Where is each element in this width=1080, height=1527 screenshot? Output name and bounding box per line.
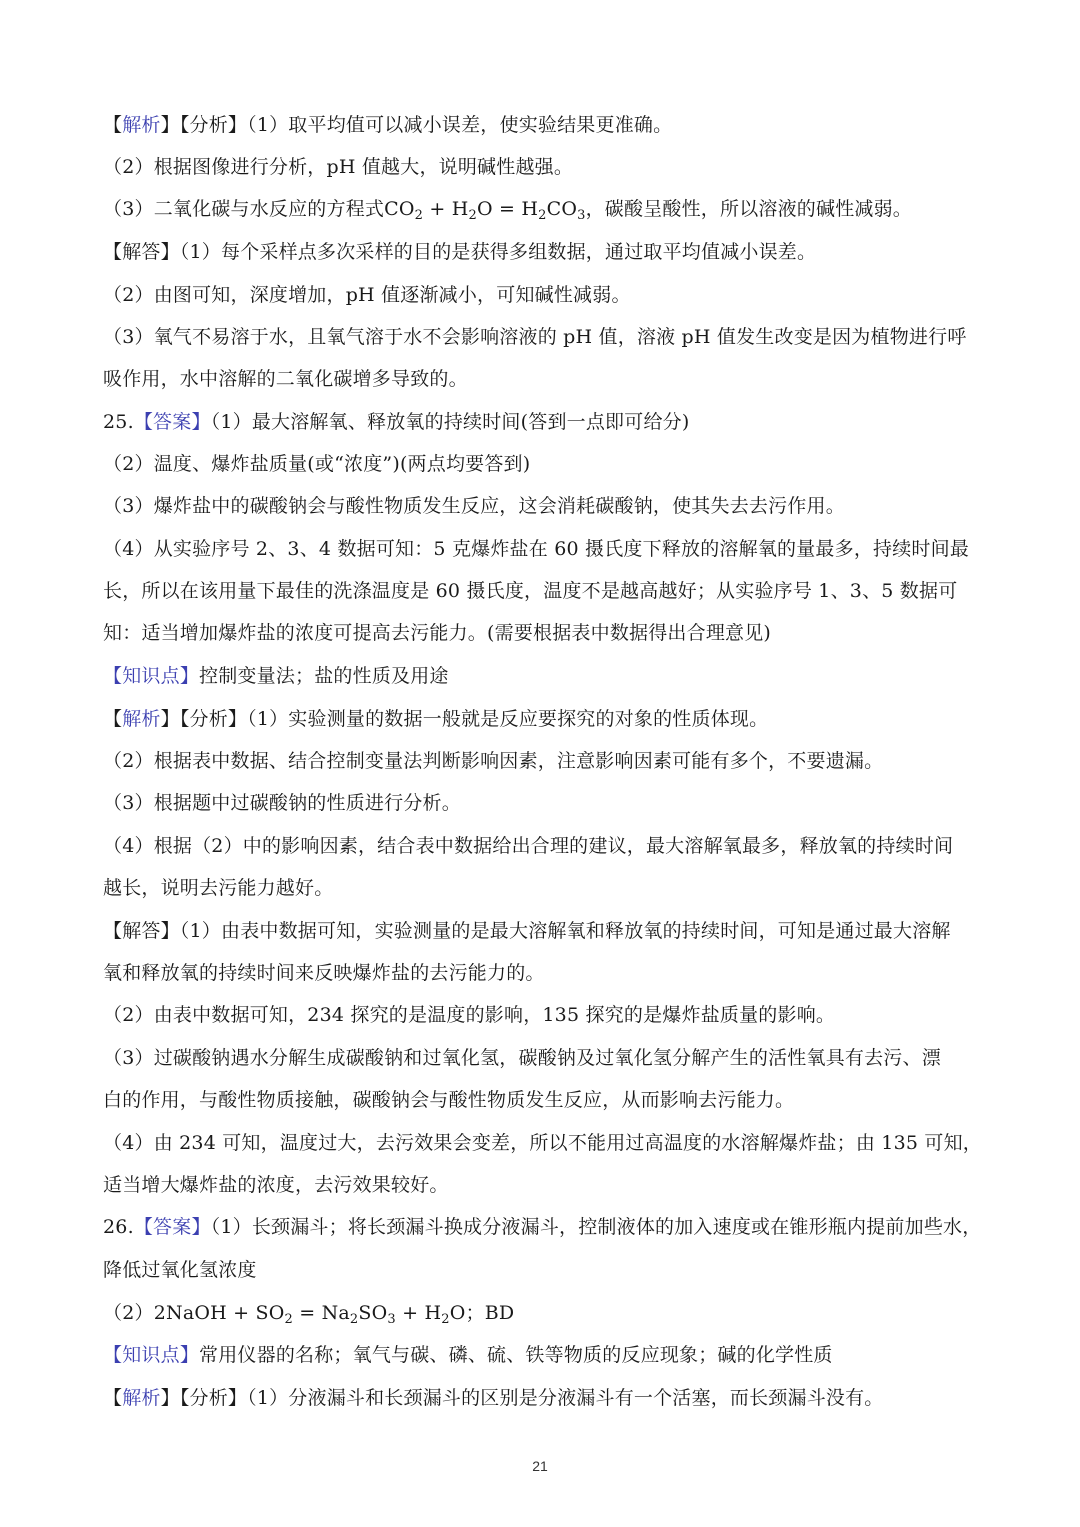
tag-label: 答案	[153, 1216, 192, 1238]
text-line: 知：适当增加爆炸盐的浓度可提高去污能力。(需要根据表中数据得出合理意见)	[103, 622, 772, 644]
text-line: （3）根据题中过碳酸钠的性质进行分析。	[103, 792, 461, 814]
tag-label: 解析	[122, 114, 161, 136]
analysis-line: 【解析】【分析】（1）取平均值可以减小误差，使实验结果更准确。	[103, 114, 673, 136]
text-line: （4）由 234 可知，温度过大，去污效果会变差，所以不能用过高温度的水溶解爆炸盐；由 135 可知，	[103, 1132, 982, 1154]
text-line: （3）氧气不易溶于水，且氧气溶于水不会影响溶液的 pH 值，溶液 pH 值发生改变是因为植物进行呼	[103, 326, 967, 348]
text-line: （2）由表中数据可知，234 探究的是温度的影响，135 探究的是爆炸盐质量的影响。	[103, 1004, 836, 1026]
text-line: （4）根据（2）中的影响因素，结合表中数据给出合理的建议，最大溶解氧最多，释放氧的持续时间	[103, 835, 954, 857]
tag-label: 解析	[122, 1387, 161, 1409]
text-line: 氧和释放氧的持续时间来反映爆炸盐的去污能力的。	[103, 962, 545, 984]
text-line: （3）爆炸盐中的碳酸钠会与酸性物质发生反应，这会消耗碳酸钠，使其失去去污作用。	[103, 495, 845, 517]
tag-label: 知识点	[122, 665, 180, 687]
analysis-line: 【解析】【分析】（1）实验测量的数据一般就是反应要探究的对象的性质体现。	[103, 708, 769, 730]
text-line: 降低过氧化氢浓度	[103, 1259, 257, 1281]
text-line: （2）由图可知，深度增加，pH 值逐渐减小，可知碱性减弱。	[103, 284, 631, 306]
equation-line: （2）2NaOH + $SO_2 = Na_2SO_3 + H_2O$；BD	[103, 1302, 515, 1327]
text-line: （2）温度、爆炸盐质量(或“浓度”)(两点均要答到)	[103, 453, 531, 475]
question-25-answer: 25.【答案】（1）最大溶解氧、释放氧的持续时间(答到一点即可给分)	[103, 411, 690, 433]
chemical-equation: 2NaOH + $SO_2 = Na_2SO_3 + H_2O$	[153, 1302, 466, 1327]
text-line: 越长，说明去污能力越好。	[103, 877, 334, 899]
tag-label: 解析	[122, 708, 161, 730]
answer-line: 【解答】（1）由表中数据可知，实验测量的是最大溶解氧和释放氧的持续时间，可知是通过最大溶解	[103, 920, 951, 942]
chemical-equation: $CO_2 + H_2O = H_2CO_3$	[384, 198, 586, 223]
question-26-answer: 26.【答案】（1）长颈漏斗；将长颈漏斗换成分液漏斗，控制液体的加入速度或在锥形瓶内提前加些水，	[103, 1216, 982, 1238]
equation-line: （3）二氧化碳与水反应的方程式$CO_2 + H_2O = H_2CO_3$，碳酸呈酸性，所以溶液的碱性减弱。	[103, 198, 912, 223]
text-line: （2）根据图像进行分析，pH 值越大，说明碱性越强。	[103, 156, 574, 178]
text-line: 适当增大爆炸盐的浓度，去污效果较好。	[103, 1174, 449, 1196]
tag-label: 答案	[153, 411, 192, 433]
knowledge-point-line: 【知识点】常用仪器的名称；氧气与碳、磷、硫、铁等物质的反应现象；碱的化学性质	[103, 1344, 833, 1366]
page-number: 21	[532, 1458, 548, 1474]
text-line: 吸作用，水中溶解的二氧化碳增多导致的。	[103, 368, 468, 390]
answer-line: 【解答】（1）每个采样点多次采样的目的是获得多组数据，通过取平均值减小误差。	[103, 241, 817, 263]
text-line: 白的作用，与酸性物质接触，碳酸钠会与酸性物质发生反应，从而影响去污能力。	[103, 1089, 795, 1111]
text-line: （3）过碳酸钠遇水分解生成碳酸钠和过氧化氢，碳酸钠及过氧化氢分解产生的活性氧具有去污、漂	[103, 1047, 941, 1069]
knowledge-point-line: 【知识点】控制变量法；盐的性质及用途	[103, 665, 449, 687]
text-line: （4）从实验序号 2、3、4 数据可知：5 克爆炸盐在 60 摄氏度下释放的溶解氧的量最多，持续时间最	[103, 538, 970, 560]
tag-label: 知识点	[122, 1344, 180, 1366]
analysis-line: 【解析】【分析】（1）分液漏斗和长颈漏斗的区别是分液漏斗有一个活塞，而长颈漏斗没有。	[103, 1387, 884, 1409]
text-line: 长，所以在该用量下最佳的洗涤温度是 60 摄氏度，温度不是越高越好；从实验序号 1、3、5 数据可	[103, 580, 958, 602]
text-line: （2）根据表中数据、结合控制变量法判断影响因素，注意影响因素可能有多个，不要遗漏。	[103, 750, 884, 772]
